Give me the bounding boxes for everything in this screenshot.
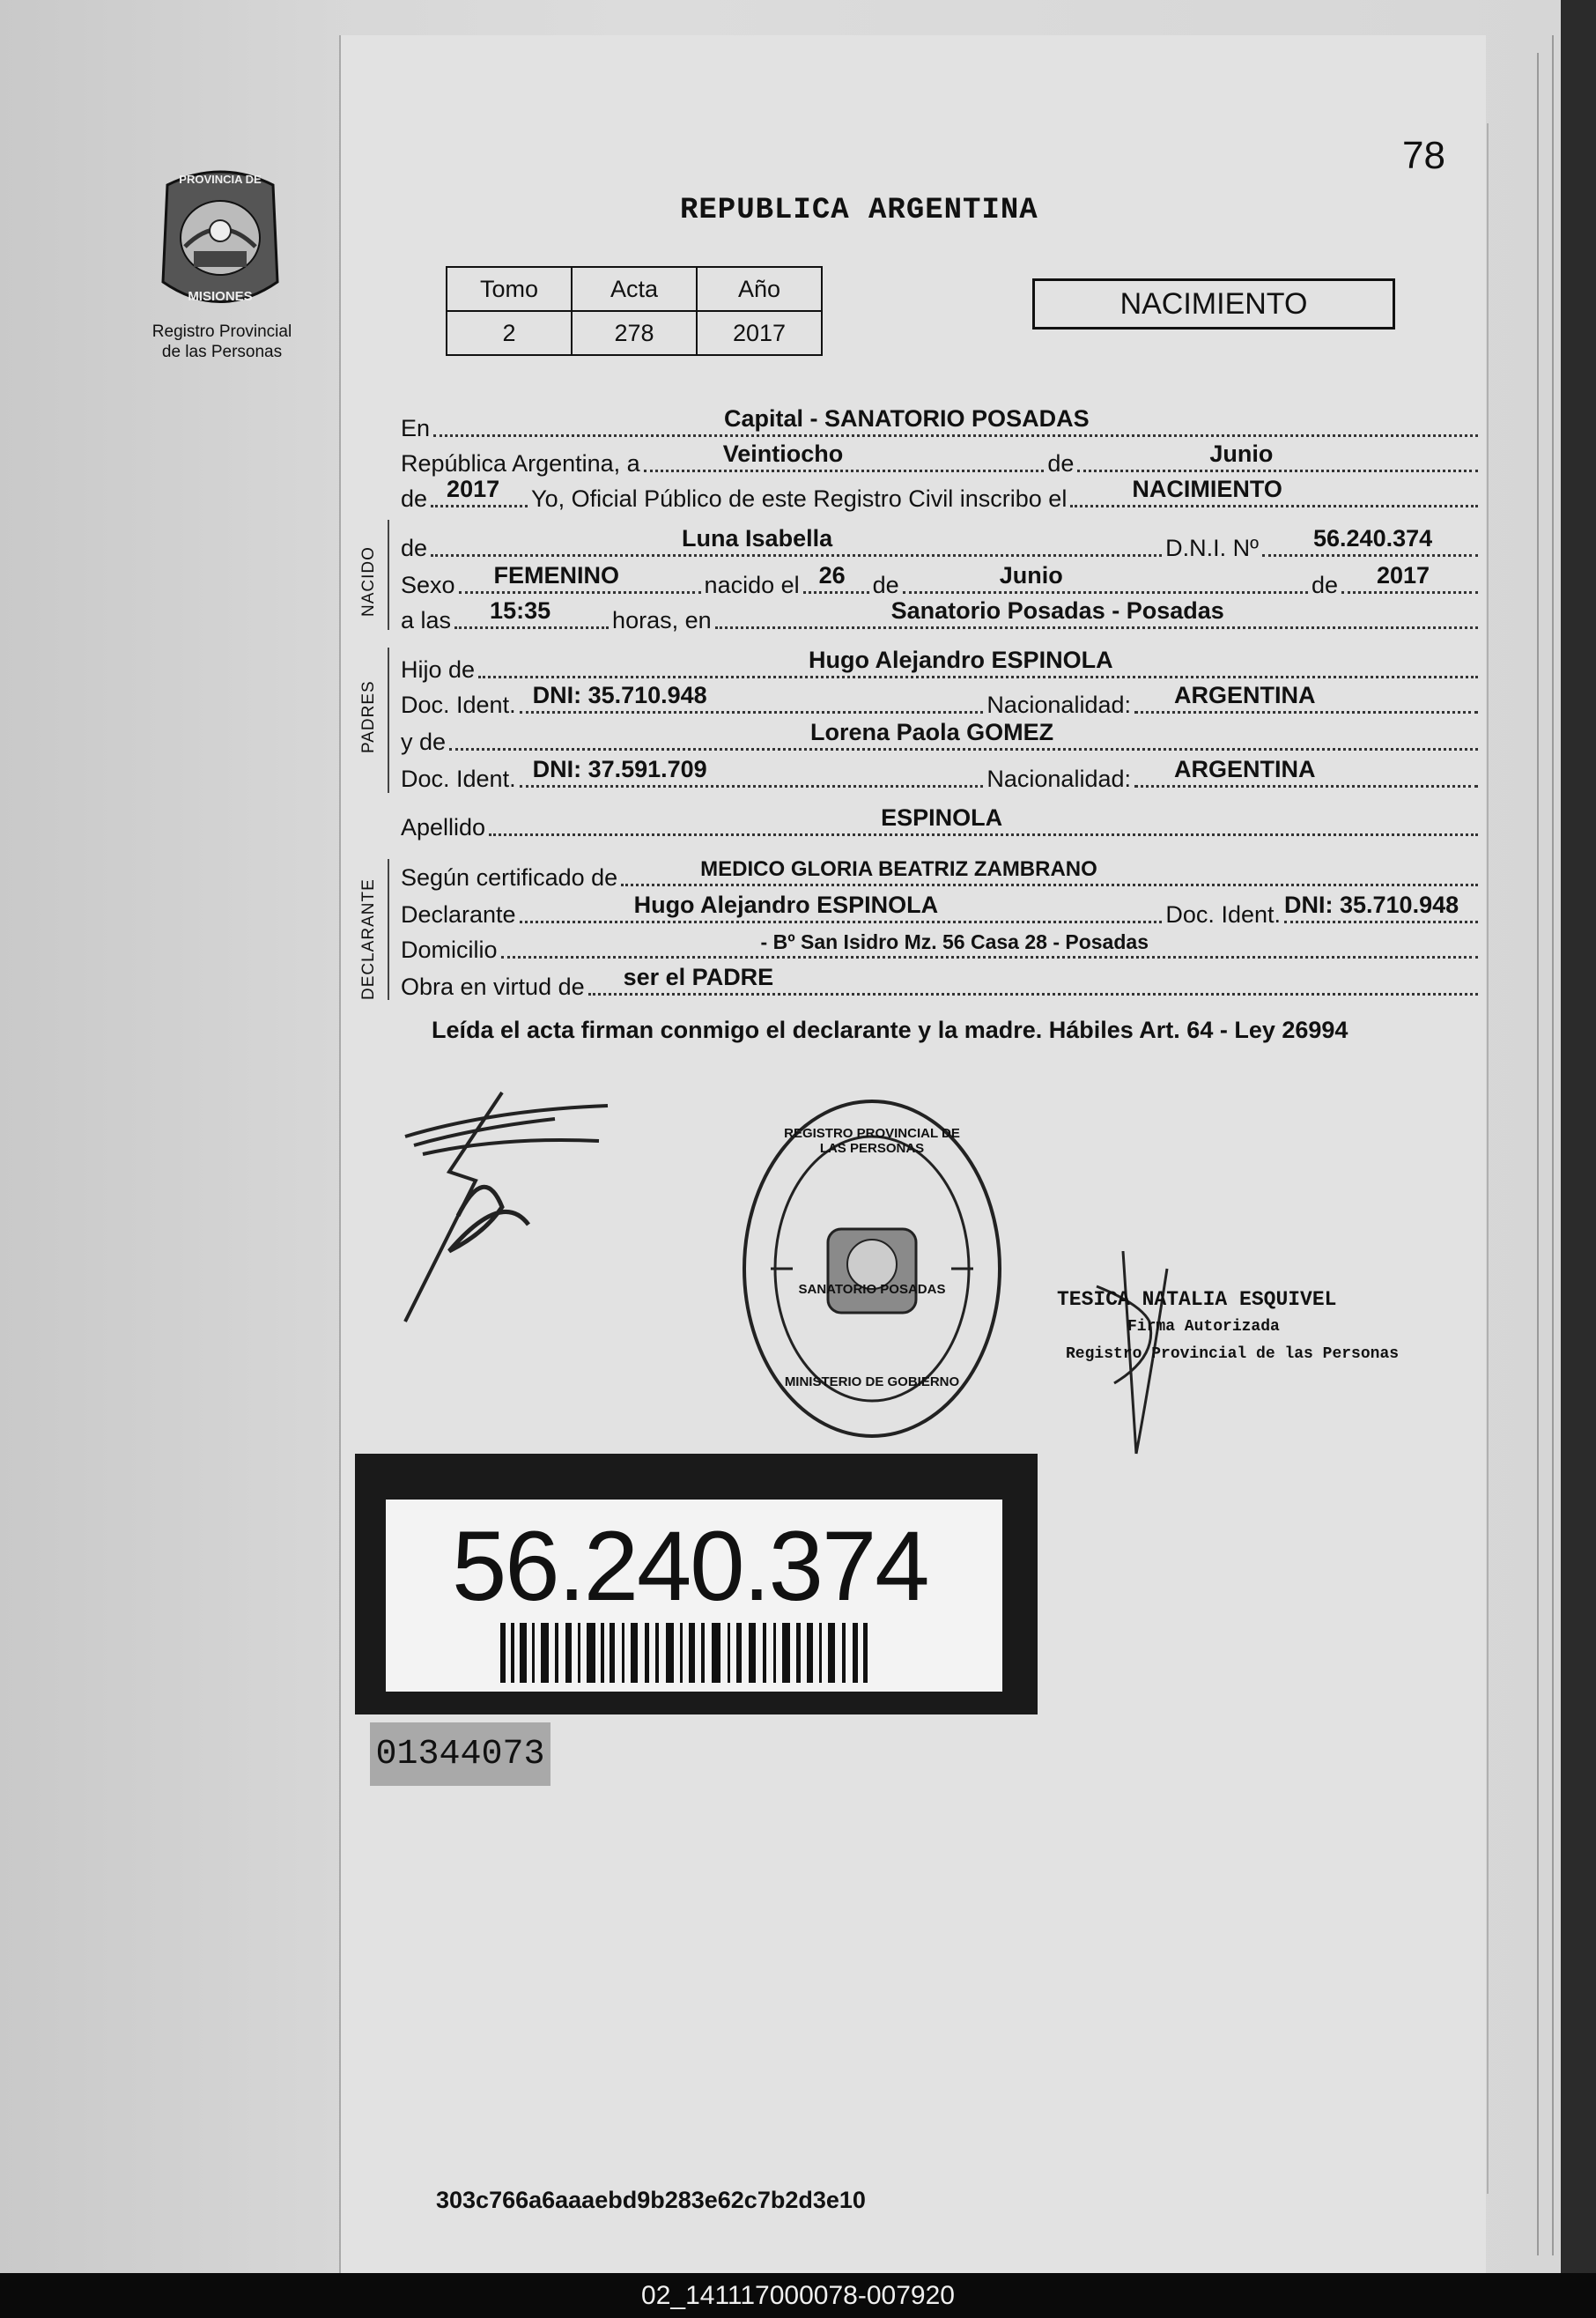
field-birth-time [454,597,609,629]
label-doc: Doc. Ident. [401,766,516,792]
section-divider [388,859,389,1000]
line-sexo [401,564,1481,599]
birth-day: 26 [818,562,846,589]
line-republica [401,442,1481,478]
label-doc: Doc. Ident. [401,692,516,718]
declarant-signature-icon [352,1057,634,1339]
label-nacionalidad: Nacionalidad: [986,692,1131,718]
label-apellido: Apellido [401,814,486,841]
line-apellido [401,806,1481,841]
official-name: TESICA NATALIA ESQUIVEL [1057,1288,1337,1311]
value-day: Veintiocho [722,441,844,467]
institution-line-2: de las Personas [161,343,283,361]
table-header-tomo: Tomo [447,267,572,311]
line-hora [401,599,1481,634]
section-divider [388,648,389,793]
field-apellido [489,804,1478,836]
label-nacido-el: nacido el [704,572,800,598]
birth-year: 2017 [1377,562,1430,589]
stamp-text-top: REGISTRO PROVINCIAL DE LAS PERSONAS [784,1126,960,1156]
label-doc: Doc. Ident. [1165,901,1281,928]
mother-nationality: ARGENTINA [1174,756,1316,782]
line-nacido-name [401,527,1481,562]
label-en: En [401,415,431,441]
table-header-acta: Acta [572,267,697,311]
label-de: de [1311,572,1338,598]
label-domicilio: Domicilio [401,937,498,963]
father-name: Hugo Alejandro ESPINOLA [809,647,1113,673]
field-birth-day [803,562,869,594]
birth-place: Sanatorio Posadas - Posadas [890,597,1224,624]
label-yo: Yo, Oficial Público de este Registro Civil inscribo el [531,485,1068,512]
label-nacionalidad: Nacionalidad: [986,766,1131,792]
line-obra [401,966,1481,1001]
label-sexo: Sexo [401,572,455,598]
institution-name [134,322,310,362]
table-value-acta: 278 [572,311,697,355]
page-fold-line [1487,123,1489,2194]
label-de: de [872,572,899,598]
label-de: de [1047,450,1075,477]
registry-table [446,266,823,356]
field-obra [588,964,1478,996]
field-birth-place [715,597,1478,629]
label-de: de [401,535,428,561]
field-sexo [459,562,701,594]
line-domicilio [401,929,1481,964]
section-divider [388,520,389,630]
sticker-dni-number: 56.240.374 [452,1511,928,1621]
declarant-name: Hugo Alejandro ESPINOLA [633,892,939,918]
field-mother-doc [520,756,984,788]
stamp-text-inner: SANATORIO POSADAS [798,1282,946,1297]
field-day [644,441,1045,472]
label-y-de: y de [401,729,447,755]
line-father [401,648,1481,684]
country-title: REPUBLICA ARGENTINA [680,194,1038,227]
page-number: 78 [1402,134,1445,177]
line-declarante [401,893,1481,929]
line-certificado [401,856,1481,892]
surname: ESPINOLA [881,804,1003,831]
image-id: 02_141117000078-007920 [641,2280,955,2310]
closing-statement: Leída el acta firman conmigo el declarante y la madre. Hábiles Art. 64 - Ley 26994 [432,1017,1348,1043]
field-domicilio [501,930,1478,959]
section-label-padres: PADRES [359,680,378,753]
field-birth-year [1341,562,1478,594]
line-year [401,478,1481,513]
value-year: 2017 [447,476,500,502]
table-value-ano: 2017 [697,311,822,355]
stamp-text-bottom: MINISTERIO DE GOBIERNO [784,1374,960,1389]
section-label-declarante: DECLARANTE [359,878,378,1000]
label-year-de: de [401,485,428,512]
record-type-box: NACIMIENTO [1032,278,1395,330]
father-doc: DNI: 35.710.948 [532,682,707,708]
image-id-bar [0,2273,1596,2318]
father-nationality: ARGENTINA [1174,682,1316,708]
field-mother-nationality [1134,756,1478,788]
label-obra: Obra en virtud de [401,974,585,1000]
field-father-doc [520,682,984,714]
capacity: ser el PADRE [623,964,774,990]
label-hijo-de: Hijo de [401,656,476,683]
field-birth-month [903,562,1308,594]
line-mother [401,721,1481,756]
address: - Bº San Isidro Mz. 56 Casa 28 - Posadas [760,930,1149,953]
dni-barcode-sticker [355,1454,1038,1714]
child-dni: 56.240.374 [1313,525,1433,552]
page-stack-edge [1537,53,1539,2255]
field-child-name [431,525,1162,557]
seal-text-top: PROVINCIA DE [179,173,262,186]
table-value-tomo: 2 [447,311,572,355]
field-declarant-doc [1284,892,1478,923]
serial-number: 01344073 [370,1722,550,1786]
field-month [1077,441,1478,472]
value-month: Junio [1209,441,1274,467]
birth-time: 15:35 [490,597,551,624]
certificate-issuer: MEDICO GLORIA BEATRIZ ZAMBRANO [700,857,1097,881]
field-child-dni [1262,525,1478,557]
seal-text-bottom: MISIONES [188,289,253,304]
label-declarante: Declarante [401,901,516,928]
official-role: Firma Autorizada [1127,1318,1280,1336]
field-inscribo [1070,476,1478,507]
value-inscribo: NACIMIENTO [1132,476,1282,502]
declarant-doc: DNI: 35.710.948 [1284,892,1459,918]
barcode-icon [500,1623,870,1683]
value-place: Capital - SANATORIO POSADAS [724,405,1090,432]
sticker-label [386,1500,1002,1692]
field-father-nationality [1134,682,1478,714]
line-en [401,407,1481,442]
line-father-doc [401,684,1481,719]
field-certificado [621,857,1478,886]
label-republica: República Argentina, a [401,450,640,477]
child-sex: FEMENINO [493,562,620,589]
field-en [433,405,1478,437]
official-office: Registro Provincial de las Personas [1066,1345,1400,1363]
page-stack-edge [1552,35,1554,2255]
section-label-nacido: NACIDO [359,546,378,617]
birth-month: Junio [999,562,1063,589]
mother-name: Lorena Paola GOMEZ [810,719,1054,745]
institution-line-1: Registro Provincial [151,322,292,341]
field-year [431,476,528,507]
label-horas: horas, en [612,607,712,633]
field-declarante [520,892,1163,923]
dark-edge [1561,0,1596,2273]
label-a-las: a las [401,607,452,633]
document-hash: 303c766a6aaaebd9b283e62c7b2d3e10 [436,2187,866,2213]
table-header-ano: Año [697,267,822,311]
field-mother [449,719,1478,751]
label-segun: Según certificado de [401,864,618,891]
child-name: Luna Isabella [682,525,833,552]
field-father [478,647,1478,678]
mother-doc: DNI: 37.591.709 [532,756,707,782]
line-mother-doc [401,758,1481,793]
label-dni: D.N.I. Nº [1165,535,1259,561]
